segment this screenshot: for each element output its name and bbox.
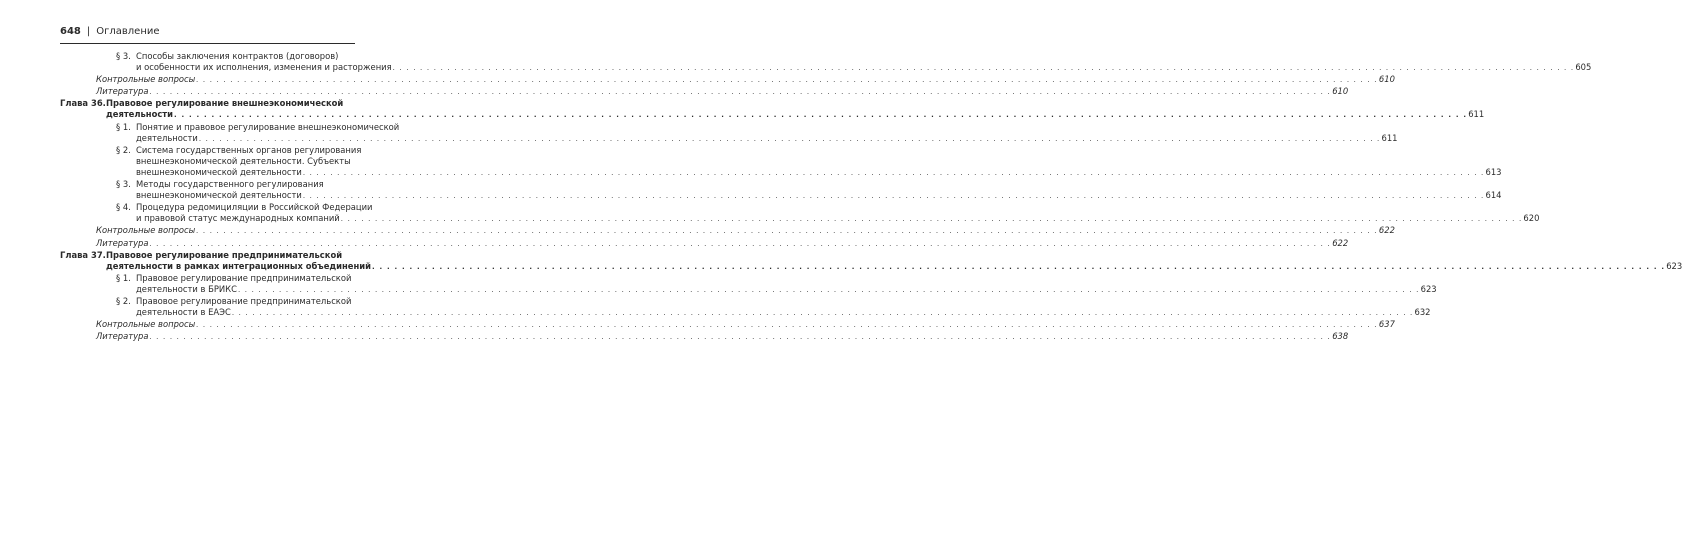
toc-entry[interactable] [60, 51, 1592, 74]
entry-title-line: и особенности их исполнения, изменения и расторжения [136, 62, 392, 73]
header-separator: | [86, 26, 91, 37]
leader-dots [196, 226, 1378, 237]
entry-title-line: Система государственных органов регулирования [136, 144, 362, 155]
toc-entry[interactable] [60, 179, 1502, 202]
entry-title-line: Способы заключения контрактов (договоров) [136, 51, 339, 61]
page-ref: 610 [1332, 86, 1349, 97]
entry-title-line: деятельности в ЕАЭС [136, 307, 231, 318]
toc-entry[interactable] [60, 121, 1398, 145]
entry-title-line: деятельности в БРИКС [136, 283, 237, 294]
running-title: Оглавление [96, 26, 160, 37]
running-header [60, 25, 355, 44]
page-ref: 623 [1420, 283, 1437, 294]
page-ref: 610 [1378, 74, 1395, 85]
chapter-title-line: деятельности в рамках интеграционных объединений [106, 260, 371, 271]
page-ref: 614 [1485, 190, 1502, 201]
entry-title: Контрольные вопросы [96, 225, 196, 236]
entry-title-line: внешнеэкономической деятельности. Субъекты [136, 155, 351, 166]
leader-dots [303, 191, 1485, 202]
page-ref: 611 [1468, 109, 1485, 120]
leader-dots [341, 214, 1523, 225]
section-number: § 2. [116, 295, 131, 306]
entry-title-line: Правовое регулирование предпринимательской [136, 272, 352, 283]
entry-title: Литература [96, 331, 149, 342]
leader-dots [196, 75, 1378, 86]
toc-entry[interactable] [60, 225, 1395, 237]
section-number: § 1. [116, 272, 131, 283]
leader-dots [232, 308, 1414, 319]
toc-entry[interactable] [60, 319, 1395, 331]
toc-entry[interactable] [60, 202, 1540, 225]
chapter-title-line: деятельности [106, 109, 174, 120]
page-number: 648 [60, 26, 81, 37]
page-ref: 623 [1666, 260, 1682, 271]
chapter-label: Глава 36. [60, 98, 106, 109]
entry-title-line: внешнеэкономической деятельности [136, 190, 302, 201]
entry-title: Контрольные вопросы [96, 319, 196, 330]
leader-dots [150, 332, 1332, 343]
leader-dots [150, 87, 1332, 98]
toc-entry[interactable] [60, 331, 1349, 343]
page-ref: 622 [1378, 225, 1395, 236]
page-ref: 622 [1332, 237, 1349, 248]
entry-title-line: и правовой статус международных компаний [136, 213, 340, 224]
page-ref: 637 [1378, 319, 1395, 330]
entry-title-line: Процедура редомициляции в Российской Федерации [136, 202, 373, 213]
leader-dots [238, 285, 1420, 296]
entry-title-line: Методы государственного регулирования [136, 179, 324, 190]
entry-title-line: Понятие и правовое регулирование внешнеэкономической [136, 121, 400, 132]
section-number: § 1. [116, 121, 131, 132]
page-ref: 638 [1332, 331, 1349, 342]
chapter-label: Глава 37. [60, 249, 106, 260]
toc-entry[interactable] [60, 272, 1437, 296]
entry-title-line: внешнеэкономической деятельности [136, 166, 302, 177]
leader-dots [303, 168, 1485, 179]
leader-dots [150, 239, 1332, 250]
section-number: § 4. [116, 202, 131, 213]
chapter-entry[interactable] [60, 98, 1485, 121]
leader-dots [196, 320, 1378, 331]
section-number: § 2. [116, 144, 131, 155]
section-number: § 3. [116, 179, 131, 190]
table-of-contents [60, 51, 1682, 343]
toc-entry[interactable] [60, 237, 1349, 250]
entry-title: Литература [96, 86, 149, 97]
page-ref: 620 [1523, 213, 1540, 224]
page-ref: 632 [1414, 307, 1431, 318]
toc-entry[interactable] [60, 74, 1395, 86]
leader-dots [393, 63, 1575, 74]
toc-entry[interactable] [60, 144, 1502, 179]
section-number: § 3. [116, 51, 131, 61]
chapter-title-line: Правовое регулирование предпринимательской [106, 249, 343, 260]
entry-title-line: Правовое регулирование предпринимательской [136, 295, 352, 306]
leader-dots [199, 134, 1381, 145]
toc-entry[interactable] [60, 295, 1431, 319]
entry-title: Контрольные вопросы [96, 74, 196, 85]
page-ref: 605 [1575, 62, 1592, 73]
leader-dots [372, 262, 1665, 273]
chapter-entry[interactable] [60, 249, 1682, 273]
leader-dots [174, 110, 1467, 121]
page-ref: 611 [1381, 132, 1398, 143]
entry-title-line: деятельности [136, 132, 198, 143]
chapter-title-line: Правовое регулирование внешнеэкономической [106, 98, 344, 109]
toc-entry[interactable] [60, 86, 1349, 98]
entry-title: Литература [96, 237, 149, 248]
page-ref: 613 [1485, 166, 1502, 177]
